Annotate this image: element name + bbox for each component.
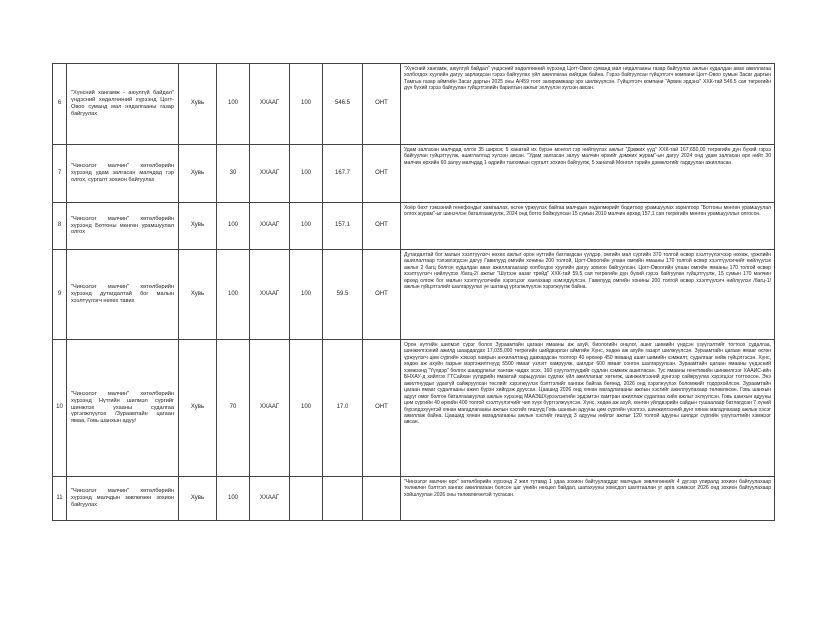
table-row bbox=[53, 203, 775, 250]
row-number: 6 bbox=[53, 64, 67, 145]
description-cell: "Чинээлэг малчин өрх" хөтөлбөрийн хүрээнд 2 жил тутамд 1 удаа зохион байгуулагддаг малчдын зөвлөгөөнийг 4 дүгээр улиралд зохион байгуулахаар төлөвлөн бэлтгэл хангах ажиллагаан болсон цаг үеийн нөхцөл байдал, шатахууны хомсдол шалтгаалан уг арга хэмжээг 2026 онд зохион байгуулахаар хойшлуулан 2026 оны төлөвлөгөөтэй тусгасан. bbox=[401, 477, 775, 521]
amount-cell: 157.1 bbox=[323, 203, 363, 250]
percent2-cell: 100 bbox=[290, 145, 323, 203]
row-number: 8 bbox=[53, 203, 67, 250]
percent-cell: 70 bbox=[217, 340, 250, 477]
table-row bbox=[53, 340, 775, 477]
responsible-cell: ХХААГ bbox=[250, 64, 290, 145]
source-cell: ОНТ bbox=[363, 64, 401, 145]
task-name: "Чинээлэг малчин" хөтөлбөрийн хүрээнд Нүтгийн шилмэл сүргийг шинжлэх ухааны судалгаа үргэлжлүүлэх /Зураамтайн цагаан ямаа, Говь шанхын адуу/ bbox=[67, 340, 179, 477]
table-row bbox=[53, 250, 775, 340]
source-cell: ОНТ bbox=[363, 203, 401, 250]
percent-cell: 100 bbox=[217, 203, 250, 250]
description-cell: Удам залгасан малчдад олгох 35 ширхэг, 5 ханатай их бүрэн монгол гэр нийлүүлэх ажлыг "Дэвжих үүд" ХХК-тай 167,650,00 төгрөгийн дүн бүхий гэрээ байгуулан гүйцэтгүүлж, ашиглалтад хүлээн авсан. "Удам залгасан залуу малчин өрхийг дэмжих журам"-ын дагуу 2024 онд удам залгасан өрх нийт 30 малчин өрхийн 60 залуу малчдад 1 өдрийн танхимын сургалт зохион байгуулж, 5 ханатай Монгол гэрийн дэмжлэгийг гардуулан ажилласан. bbox=[401, 145, 775, 203]
task-name: "Чинээлэг малчин" хөтөлбөрийн хүрээнд малчдын зөвлөгөөн зохион байгуулах bbox=[67, 477, 179, 521]
row-number: 7 bbox=[53, 145, 67, 203]
row-number: 11 bbox=[53, 477, 67, 521]
amount-cell bbox=[323, 477, 363, 521]
percent-cell: 100 bbox=[217, 64, 250, 145]
unit-cell: Хувь bbox=[179, 64, 217, 145]
table-row bbox=[53, 477, 775, 521]
unit-cell: Хувь bbox=[179, 250, 217, 340]
document-page bbox=[52, 63, 774, 521]
unit-cell: Хувь bbox=[179, 145, 217, 203]
amount-cell: 17.0 bbox=[323, 340, 363, 477]
responsible-cell: ХХААГ bbox=[250, 250, 290, 340]
unit-cell: Хувь bbox=[179, 477, 217, 521]
task-name: "Чинээлэг малчин" хөтөлбөрийн хүрээнд удам залгасан малчдад гэр олгох, сургалт зохион байгуулах bbox=[67, 145, 179, 203]
amount-cell: 546.5 bbox=[323, 64, 363, 145]
percent-cell: 100 bbox=[217, 477, 250, 521]
percent2-cell: 100 bbox=[290, 340, 323, 477]
responsible-cell: ХХААГ bbox=[250, 340, 290, 477]
task-name: "Чинээлэг малчин" хөтөлбөрийн хүрээнд Ботгоны мөнгөн урамшуулал олгох bbox=[67, 203, 179, 250]
description-cell: Хоёр бөхт тэмээний генефондыг хамгаалах, өсгөн үржүүлэх байгаа малчдын хөдөлмөрийг бодитоор урамшуулах зорилгоор "Ботгоны мөнгөн урамшуулал олгох журам"-ыг шинэчлэн баталгаажуулж, 2024 онд ботго бойжуулсан 15 сумын 2010 малчин өрхөд 157,1 сая төгрөгийн мөнгөн урамшууллыг олгосон. bbox=[401, 203, 775, 250]
responsible-cell: ХХААГ bbox=[250, 203, 290, 250]
source-cell: ОНТ bbox=[363, 250, 401, 340]
row-number: 10 bbox=[53, 340, 67, 477]
percent2-cell: 100 bbox=[290, 64, 323, 145]
percent2-cell: 100 bbox=[290, 203, 323, 250]
task-name: "Чинээлэг малчин" хөтөлбөрийн хүрээнд дутагдалтай бог малын хээлтүүлэгч нөхөх тавих bbox=[67, 250, 179, 340]
description-cell: Дутагдалтай бог малын хээлтүүлэгч нөхөх ажлыг орон нутгийн батлагдсан үүлдэр, омгийн мал сүргийн 370 толгой өсвөр хээлтүүлэгчээр нөхөж, үржлийн ашиглалтаар тэлэвлэгдсэн дагуу Гавилууд омгийн хонины 200 толгой, Цогт-Овоогийн улаан омгийн ямааны 170 толгой өсвөр хээлтүүлэгчийг нийлүүлэх ажлыг 2 багц болгон худалдан авах ажиллагаагаар холбогдох хуулийн дагуу зохион байгуулсан. Цогт-Овоогийн улаан омгийн ямааны 170 толгой өсвөр хээлтүүлэгч нийлүүлэх /багц-2/ ажлыг "Шүтээн аазаг трейд" ХХК-тай 59,5 сая төгрөгийн дүн бүхий гэрээ байгуулан гүйцэтгүүлж, 15 сумын 170 малчин өрхөд олгож бог малын хээлтүүлэгчийн хэрэгцээг хангахаар нэмэгдүүлсэн. Гавилууд омгийн хонины 200 толгой өсвөр хээлтүүлэгч нийлүүлэх /багц-1/ ажлын гүйцэтгэлийг шалгаруулах үе шатанд үргэлжлүүлэн хэрэгжүүлж байна. bbox=[401, 250, 775, 340]
description-cell: "Хүнсний хангамж, аюулгүй байдал" үндэсний хөдөлгөөний хүрээнд Цогт-Овоо суманд мал нядалгааны газар байгуулах ажлын худалдан авах ажиллагаа холбогдох хуулийн дагуу зарлагдсан гэрээ байгуулах үйл ажиллагаа хийгдэж байна. Гэрээ байгуулсан гүйцэтгэгч компани Цогт-Овоо сумын Засаг даргын Тамгын газар аймгийн Засаг даргын 2025 оны А/459 тоот захирамжаар эрх шилжүүлсэн. Гүйцэтгэгч компани "Арвин эрдэнэ" ХХК-тай 546.5 сая төгрөгийн дүн бүхий гэрээ байгуулан гүйцэтгэлийн барилгын ажлыг эхлүүлэн хүлээн авсан. bbox=[401, 64, 775, 145]
responsible-cell: ХХААГ bbox=[250, 145, 290, 203]
responsible-cell: ХХААГ bbox=[250, 477, 290, 521]
task-name: "Хүнсний хангамж - аюулгүй байдал" үндэсний хөдөлгөөний хүрээнд Цогт-Овоо суманд мал нядалгааны газар байгуулах bbox=[67, 64, 179, 145]
unit-cell: Хувь bbox=[179, 340, 217, 477]
percent2-cell: 100 bbox=[290, 250, 323, 340]
row-number: 9 bbox=[53, 250, 67, 340]
report-table bbox=[52, 63, 775, 521]
description-cell: Орон нутгийн шилмэл сүрэг болох Зураамтайн цагаан ямааны аж ахуй, биологийн онцлог, ашиг шимийн үндсэн үзүүлэлтийг тогтоох судалгаа, шинжилгээний ажилд шаардагдах 17,035,000 төгрөгийн шийдвэрлэн аймгийн Хүнс, хөдөө аж ахуйн газарт шилжүүлсэн. Зураамтайн цагаан ямааг өсгөн үржүүлэгч цөм сүргийн хэвээр хамрын анхилалтанд давхардсан тоогоор 40 өрхөөр 450 ямаанд ашиг шимийн хэмжилт, судалгааг хийж гүйцэтгэсэн. Хүнс, хөдөө аж ахуйн газрын мэргэжилтнүүд 5500 ямааг үзлэгт хамруулж, шилдэг 600 ямааг сонгон шалгаруулсан. Зураамтайн цагаан ямааны үндэсний хэмжээнд "Үүлдэр" болгох шаардлагыг хангаж чадах эсэх, 160 үзүүлэлтүүдийг судлан хэмжиж ашигласан. Тус ямааны генетикийн шинжилгээг ХААИС-ийн БНХАУ-д хийлгэх ГТСайхан үүлдрийн ямаатай харьцуулан судлах үйл ажиллагааг хөтөлж, шинжилгээний дүнгээр сайжруулах хэрэгцээг тогтоосон. Энэ ажилтнуудыг удахгүй сайжруулсан төслийг хэрэгжүүлэх бэлтгэлийг хангаж байгаа бөгөөд, 2026 онд хэрэгжүүлэх боломжийг тодорхойлсон. Зураамтайн цагаан ямааг судалгааны ажил бүрэн хийгдэж дууссан. Цаашид 2026 онд хянан магадлагааны ажлын хэсгийг ажиллуулахаар төлөвлөсөн. Говь шанхын адууг омог болгон баталгаажуулах ажлын хүрээнд МААЭШХүрээлэнгийн эрдэмтэн хамтран ажиллаж судалгаа хийх ажлыг эхлүүлсэн. Говь шанхын адууны цөм сүргийн 40 өрхийн 400 толгой хээлтүүлэгчийг чип хүүх бүртгэлжүүлсэн. Хүнс, хөдөө аж ахуй, хөнгөн үйлдвэрийн сайдын тушаалаар батлагдсан 7 хүний бүрэлдэхүүнтэй хянан магадлагааны ажлын хэсгийг гишүүд Говь шанхын адууны цөм сүргийн үнэлгээ, шинжилгээний дүнг хянан магадлахаар ажлын хэсэг ажиллаж байна. Цаашид хянан магадлагааны ажлын хэсгийг гишүүд 3 адууны нийлэг ажлыг 120 толгой адууны шилдэг сүргийн үзүүлэлтийн хэмжээг авсан. bbox=[401, 340, 775, 477]
percent-cell: 100 bbox=[217, 250, 250, 340]
source-cell bbox=[363, 477, 401, 521]
amount-cell: 59.5 bbox=[323, 250, 363, 340]
table-row bbox=[53, 64, 775, 145]
unit-cell: Хувь bbox=[179, 203, 217, 250]
table-row bbox=[53, 145, 775, 203]
percent-cell: 30 bbox=[217, 145, 250, 203]
amount-cell: 167.7 bbox=[323, 145, 363, 203]
percent2-cell bbox=[290, 477, 323, 521]
source-cell: ОНТ bbox=[363, 340, 401, 477]
source-cell: ОНТ bbox=[363, 145, 401, 203]
